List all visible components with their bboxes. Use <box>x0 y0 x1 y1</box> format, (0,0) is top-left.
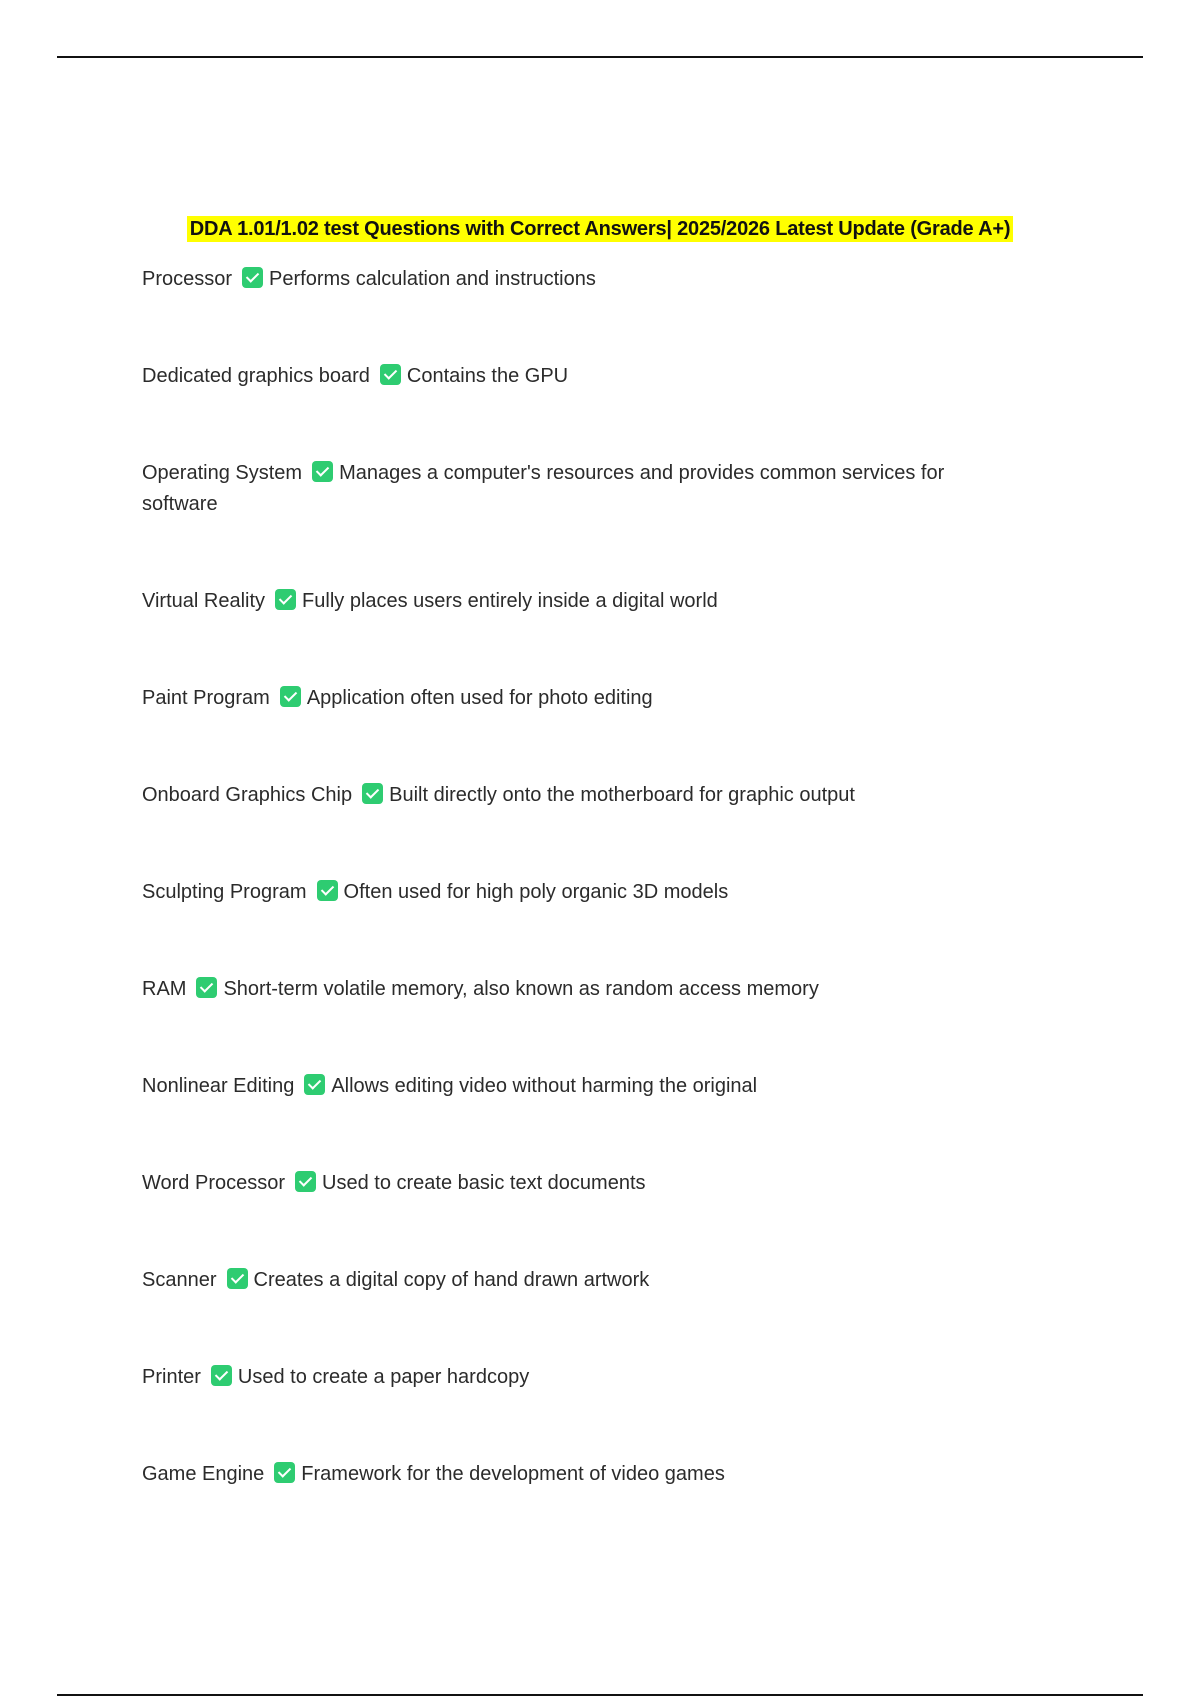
check-box-icon <box>362 783 383 804</box>
check-box-icon <box>227 1268 248 1289</box>
qa-item <box>142 877 1022 908</box>
check-box-icon <box>211 1365 232 1386</box>
answer: Application often used for photo editing <box>306 687 653 709</box>
qa-item <box>142 974 1022 1005</box>
term: Word Processor <box>142 1172 286 1194</box>
document-title: DDA 1.01/1.02 test Questions with Correct Answers| 2025/2026 Latest Update (Grade A+) <box>187 216 1014 242</box>
qa-item <box>142 586 1022 617</box>
check-box-icon <box>275 589 296 610</box>
qa-item <box>142 683 1022 714</box>
answer: Used to create a paper hardcopy <box>237 1366 530 1388</box>
check-box-icon <box>304 1074 325 1095</box>
check-box-icon <box>295 1171 316 1192</box>
term: Dedicated graphics board <box>142 365 370 387</box>
term: Virtual Reality <box>142 590 266 612</box>
term: Nonlinear Editing <box>142 1075 295 1097</box>
qa-item <box>142 361 1022 392</box>
answer: Allows editing video without harming the original <box>331 1075 758 1097</box>
term: Processor <box>142 268 233 290</box>
term: Game Engine <box>142 1463 265 1485</box>
answer: Framework for the development of video games <box>301 1463 725 1485</box>
check-box-icon <box>274 1462 295 1483</box>
answer: Manages a computer's resources and provides common services for software <box>142 462 945 515</box>
term: RAM <box>142 978 187 1000</box>
answer: Used to create basic text documents <box>322 1172 646 1194</box>
qa-item <box>142 1265 1022 1296</box>
check-box-icon <box>312 461 333 482</box>
qa-item <box>142 780 1022 811</box>
qa-item <box>142 1168 1022 1199</box>
answer: Short-term volatile memory, also known as random access memory <box>223 978 819 1000</box>
qa-item <box>142 458 1022 520</box>
header-rule <box>57 56 1143 58</box>
answer: Contains the GPU <box>406 365 569 387</box>
term: Operating System <box>142 462 303 484</box>
check-box-icon <box>317 880 338 901</box>
answer: Built directly onto the motherboard for graphic output <box>389 784 855 806</box>
check-box-icon <box>380 364 401 385</box>
term: Paint Program <box>142 687 270 709</box>
qa-item <box>142 1362 1022 1393</box>
qa-item <box>142 1071 1022 1102</box>
title-container <box>0 216 1200 242</box>
footer-rule <box>57 1694 1143 1696</box>
term: Onboard Graphics Chip <box>142 784 353 806</box>
answer: Creates a digital copy of hand drawn artwork <box>253 1269 650 1291</box>
answer: Often used for high poly organic 3D models <box>343 881 729 903</box>
qa-item <box>142 264 1022 295</box>
qa-item <box>142 1459 1022 1490</box>
check-box-icon <box>242 267 263 288</box>
term: Printer <box>142 1366 201 1388</box>
check-box-icon <box>280 686 301 707</box>
term: Scanner <box>142 1269 217 1291</box>
answer: Fully places users entirely inside a digital world <box>302 590 718 612</box>
answer: Performs calculation and instructions <box>269 268 596 290</box>
term: Sculpting Program <box>142 881 307 903</box>
check-box-icon <box>196 977 217 998</box>
